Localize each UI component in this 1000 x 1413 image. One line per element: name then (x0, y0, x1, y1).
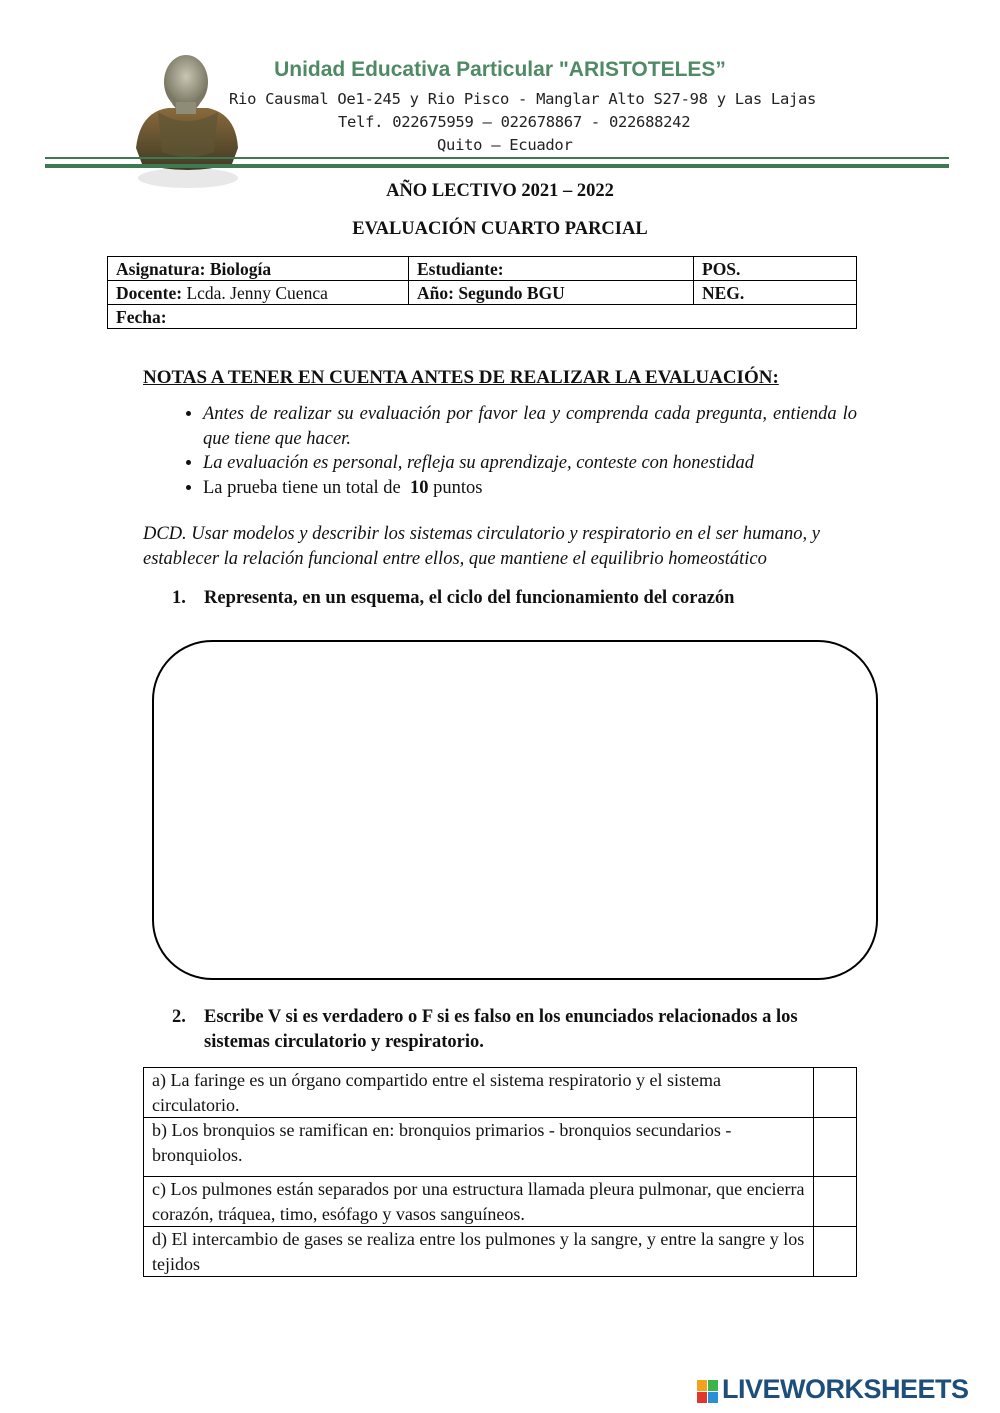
liveworksheets-logo: LIVEWORKSHEETS (722, 1374, 969, 1404)
student-name-field[interactable]: Estudiante: (409, 257, 694, 281)
teacher-value: Lcda. Jenny Cuenca (186, 282, 328, 303)
statement-cell: c) Los pulmones están separados por una estructura llamada pleura pulmonar, que encierra corazón, tráquea, timo, esófago y vasos sanguíneos. (144, 1177, 814, 1227)
answer-field[interactable] (814, 1068, 857, 1118)
school-name: Unidad Educativa Particular "ARISTOTELES” (274, 58, 726, 81)
table-row (144, 1118, 857, 1177)
table-row (144, 1068, 857, 1118)
question-text: Escribe V si es verdadero o F si es falso en los enunciados relacionados a los sistemas circulatorio y respiratorio. (204, 1007, 798, 1052)
question-1 (172, 586, 734, 611)
school-phone: Telf. 022675959 – 022678867 - 022688242 (338, 113, 691, 131)
question-2 (172, 1005, 862, 1054)
subject-cell: Asignatura: Biología (108, 257, 409, 281)
answer-field[interactable] (814, 1118, 857, 1177)
note-points-prefix: La prueba tiene un total de (203, 477, 401, 498)
note-item (203, 476, 857, 501)
header-divider-thick (45, 164, 949, 168)
table-row (144, 1177, 857, 1227)
school-address: Rio Causmal Oe1-245 y Rio Pisco - Manglar Alto S27-98 y Las Lajas (229, 90, 817, 108)
notes-title: NOTAS A TENER EN CUENTA ANTES DE REALIZAR LA EVALUACIÓN: (143, 367, 779, 388)
answer-field[interactable] (814, 1227, 857, 1277)
exam-info-table (107, 256, 857, 329)
liveworksheets-icon (697, 1380, 719, 1404)
date-field[interactable]: Fecha: (108, 305, 857, 329)
note-points-value: 10 (410, 477, 429, 498)
notes-list (145, 402, 857, 500)
question-text: Representa, en un esquema, el ciclo del funcionamiento del corazón (204, 588, 735, 608)
grade-cell: Año: Segundo BGU (409, 281, 694, 305)
note-item: • La evaluación es personal, refleja su aprendizaje, conteste con honestidad (203, 451, 857, 476)
school-year-title: AÑO LECTIVO 2021 – 2022 (386, 181, 614, 201)
statement-cell: b) Los bronquios se ramifican en: bronquios primarios - bronquios secundarios - bronquiolos. (144, 1118, 814, 1177)
school-city: Quito – Ecuador (437, 136, 573, 154)
teacher-label: Docente: (116, 282, 183, 303)
pos-field[interactable]: POS. (694, 257, 857, 281)
dcd-objective: DCD. Usar modelos y describir los sistemas circulatorio y respiratorio en el ser humano, y establecer la relación funcional entre ellos, que mantiene el equilibrio homeostático (143, 524, 820, 569)
teacher-cell (108, 281, 409, 305)
header-divider-thin (45, 157, 949, 159)
table-row (144, 1227, 857, 1277)
statement-cell: a) La faringe es un órgano compartido entre el sistema respiratorio y el sistema circulatorio. (144, 1068, 814, 1118)
question-number: 2. (172, 1007, 186, 1027)
question-number: 1. (172, 588, 186, 608)
neg-field[interactable]: NEG. (694, 281, 857, 305)
statement-cell: d) El intercambio de gases se realiza entre los pulmones y la sangre, y entre la sangre y los tejidos (144, 1227, 814, 1277)
answer-field[interactable] (814, 1177, 857, 1227)
exam-title: EVALUACIÓN CUARTO PARCIAL (352, 219, 648, 239)
true-false-table (143, 1067, 857, 1277)
note-item: • Antes de realizar su evaluación por favor lea y comprenda cada pregunta, entienda lo que tiene que hacer. (203, 402, 857, 451)
diagram-answer-area[interactable] (152, 640, 878, 980)
note-points-suffix: puntos (433, 477, 483, 498)
